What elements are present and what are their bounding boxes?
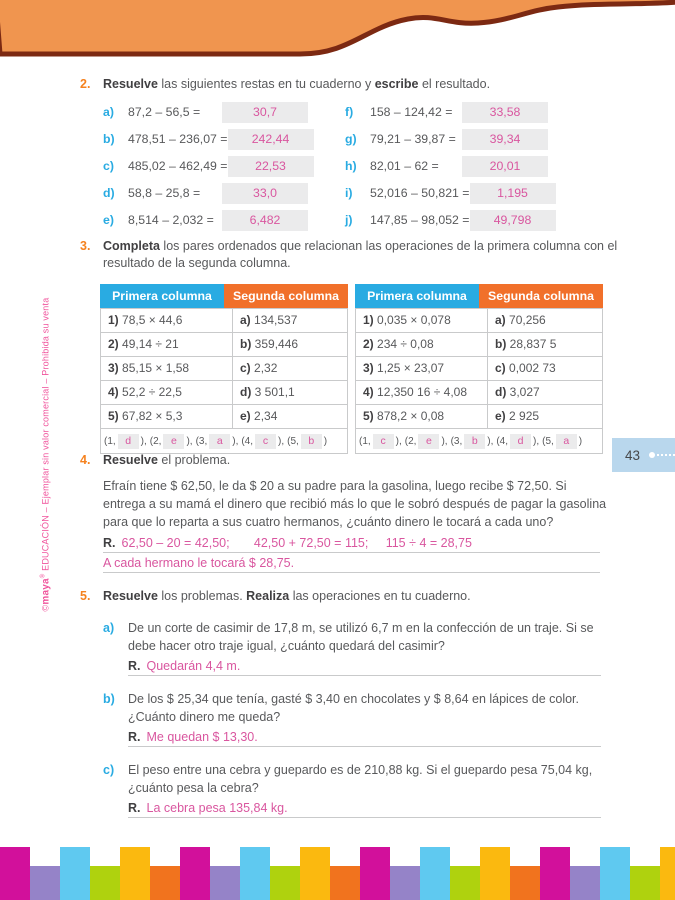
row-number: 1) xyxy=(363,313,374,327)
operation-cell xyxy=(356,309,488,332)
item-expression: 8,514 – 2,032 = xyxy=(128,213,214,227)
matching-tables xyxy=(100,284,631,454)
row-number: 4) xyxy=(363,385,374,399)
handwritten-answer: 6,482 xyxy=(249,213,281,227)
answer-line xyxy=(128,658,601,676)
header-primera-columna: Primera columna xyxy=(355,284,479,308)
ordered-pair xyxy=(496,433,542,450)
answer-label: R. xyxy=(128,659,141,673)
answer-line xyxy=(128,729,601,747)
pair-answer-box xyxy=(418,434,439,449)
subtraction-item xyxy=(345,156,548,177)
pair-prefix: (1, xyxy=(104,435,116,447)
exercise-2 xyxy=(80,76,571,237)
result-value: 359,446 xyxy=(254,337,299,351)
handwritten-answer: Quedarán 4,4 m. xyxy=(146,659,241,673)
row-number: 1) xyxy=(108,313,119,327)
pair-answer-box xyxy=(163,434,184,449)
footer-color-bar xyxy=(510,866,540,900)
result-value: 2,32 xyxy=(254,361,278,375)
item-expression: 147,85 – 98,052 = xyxy=(370,213,470,227)
operation: 85,15 × 1,58 xyxy=(122,361,190,375)
handwritten-answer: 33,0 xyxy=(253,186,277,200)
table-row xyxy=(101,333,347,357)
footer-color-bar xyxy=(120,847,150,900)
dotted-line-decoration xyxy=(657,454,675,456)
result-letter: c) xyxy=(240,361,251,375)
result-value: 2,34 xyxy=(254,409,278,423)
top-wave-decoration xyxy=(0,0,675,62)
handwritten-answer: 49,798 xyxy=(493,213,532,227)
table-row xyxy=(101,381,347,405)
ordered-pair xyxy=(196,433,242,450)
item-expression: 58,8 – 25,8 = xyxy=(128,186,201,200)
exercise-title: Completa los pares ordenados que relacionan las operaciones de la primera columna con el resultado de la segunda columna. xyxy=(103,239,618,270)
handwritten-letter: e xyxy=(426,434,432,447)
row-number: 3) xyxy=(108,361,119,375)
subtraction-item xyxy=(345,210,548,231)
result-letter: b) xyxy=(495,337,507,351)
operation: 49,14 ÷ 21 xyxy=(122,337,179,351)
right-column xyxy=(345,102,548,237)
subtraction-item xyxy=(345,183,548,204)
pair-prefix: (2, xyxy=(404,435,417,447)
footer-color-bar xyxy=(240,847,270,900)
handwritten-letter: c xyxy=(380,434,386,447)
operation-cell xyxy=(101,381,233,404)
item-expression: 87,2 – 56,5 = xyxy=(128,105,201,119)
table-row xyxy=(356,357,602,381)
pair-answer-box xyxy=(255,434,276,449)
pair-suffix: ), xyxy=(140,435,147,447)
subtraction-item xyxy=(103,156,308,177)
table-body xyxy=(355,308,603,454)
item-letter: i) xyxy=(345,186,353,200)
result-value: 3 501,1 xyxy=(254,385,295,399)
item-letter: a) xyxy=(103,621,115,635)
row-number: 2) xyxy=(108,337,119,351)
item-letter: g) xyxy=(345,132,357,146)
problem-text: De los $ 25,34 que tenía, gasté $ 3,40 en chocolates y $ 8,64 en lápices de color. ¿Cuánto dinero me queda? xyxy=(128,692,580,724)
footer-color-bars xyxy=(0,847,675,900)
result-letter: e) xyxy=(240,409,251,423)
pair-answer-box xyxy=(464,434,485,449)
ordered-pair xyxy=(241,433,287,450)
footer-color-bar xyxy=(630,866,660,900)
exercise-number: 4. xyxy=(80,453,91,467)
footer-color-bar xyxy=(390,866,420,900)
row-number: 3) xyxy=(363,361,374,375)
result-value: 3,027 xyxy=(509,385,540,399)
result-letter: e) xyxy=(495,409,506,423)
exercise-title: Resuelve las siguientes restas en tu cuaderno y escribe el resultado. xyxy=(103,77,491,91)
header-primera-columna: Primera columna xyxy=(100,284,224,308)
handwritten-answer: Me quedan $ 13,30. xyxy=(146,730,258,744)
pair-suffix: ) xyxy=(323,435,328,447)
pair-suffix: ), xyxy=(278,435,285,447)
footer-color-bar xyxy=(60,847,90,900)
table-row xyxy=(356,405,602,429)
pair-prefix: (4, xyxy=(496,435,509,447)
table-row xyxy=(356,381,602,405)
result-cell xyxy=(233,357,347,380)
exercise-3 xyxy=(80,238,631,454)
result-cell xyxy=(488,309,602,332)
ordered-pair xyxy=(542,433,585,450)
publisher-imprint xyxy=(41,285,52,625)
problem-text: Efraín tiene $ 62,50, le da $ 20 a su padre para la gasolina, luego recibe $ 72,50. Si entrega a su mamá el dinero que recibió más lo que le sobró después de pagar la gasolina para que lo reparta a sus cuatro hermanos, ¿cuánto dinero le tocará a cada uno? xyxy=(103,479,607,529)
handwritten-letter: b xyxy=(308,434,315,447)
pair-prefix: (1, xyxy=(359,435,371,447)
pair-suffix: ), xyxy=(487,435,494,447)
answer-box xyxy=(462,129,548,150)
result-cell xyxy=(488,405,602,428)
answer-box xyxy=(462,156,548,177)
ordered-pair xyxy=(104,433,150,450)
operation-cell xyxy=(101,333,233,356)
table-row xyxy=(356,309,602,333)
result-cell xyxy=(233,381,347,404)
exercise-5 xyxy=(80,588,631,818)
page-dot-icon xyxy=(649,452,655,458)
imprint-text: EDUCACIÓN – Ejemplar sin valor comercial – Prohibida su venta xyxy=(40,297,51,574)
exercise-number: 2. xyxy=(80,77,91,91)
footer-color-bar xyxy=(150,866,180,900)
handwritten-answer: 39,34 xyxy=(489,132,521,146)
answer-box xyxy=(462,102,548,123)
exercise-title: Resuelve los problemas. Realiza las operaciones en tu cuaderno. xyxy=(103,589,471,603)
result-value: 2 925 xyxy=(509,409,540,423)
pair-answer-box xyxy=(510,434,531,449)
operation-cell xyxy=(101,405,233,428)
result-cell xyxy=(488,381,602,404)
footer-color-bar xyxy=(180,847,210,900)
operation: 234 ÷ 0,08 xyxy=(377,337,434,351)
subtraction-items xyxy=(103,102,571,237)
footer-color-bar xyxy=(540,847,570,900)
problem-text: De un corte de casimir de 17,8 m, se utilizó 6,7 m en la confección de un traje. Si se debe hacer otro traje igual, ¿cuánto quedará del casimir? xyxy=(128,621,594,653)
footer-color-bar xyxy=(480,847,510,900)
result-cell xyxy=(233,309,347,332)
footer-color-bar xyxy=(210,866,240,900)
table-body xyxy=(100,308,348,454)
footer-color-bar xyxy=(420,847,450,900)
item-letter: e) xyxy=(103,213,114,227)
item-expression: 82,01 – 62 = xyxy=(370,159,439,173)
problem-item xyxy=(103,761,631,818)
ordered-pairs-row xyxy=(101,429,347,453)
copyright-symbol: © xyxy=(40,604,51,612)
footer-color-bar xyxy=(30,866,60,900)
table-row xyxy=(101,357,347,381)
answer-box xyxy=(470,210,556,231)
operation-cell xyxy=(356,333,488,356)
operation: 12,350 16 ÷ 4,08 xyxy=(377,385,468,399)
footer-color-bar xyxy=(0,847,30,900)
problem-content xyxy=(128,619,601,676)
item-expression: 485,02 – 462,49 = xyxy=(128,159,228,173)
item-letter: b) xyxy=(103,692,115,706)
result-letter: b) xyxy=(240,337,252,351)
row-number: 5) xyxy=(363,409,374,423)
exercise-number: 5. xyxy=(80,589,91,603)
item-letter: c) xyxy=(103,159,114,173)
table-rows xyxy=(101,309,347,429)
subtraction-item xyxy=(103,129,308,150)
pair-suffix: ) xyxy=(578,435,583,447)
operation-cell xyxy=(356,357,488,380)
handwritten-letter: c xyxy=(262,434,269,447)
row-number: 5) xyxy=(108,409,119,423)
item-letter: h) xyxy=(345,159,357,173)
answer-work-line xyxy=(103,535,600,553)
matching-table-1 xyxy=(100,284,348,454)
pair-suffix: ), xyxy=(441,435,448,447)
handwritten-letter: a xyxy=(563,434,570,447)
operation-cell xyxy=(101,357,233,380)
handwritten-answer: 242,44 xyxy=(251,132,290,146)
item-expression: 158 – 124,42 = xyxy=(370,105,453,119)
pair-prefix: (3, xyxy=(450,435,463,447)
operation-cell xyxy=(356,405,488,428)
left-column xyxy=(103,102,308,237)
handwritten-letter: b xyxy=(471,434,478,447)
problem-text: El peso entre una cebra y guepardo es de 210,88 kg. Si el guepardo pesa 75,04 kg, ¿cuánto pesa la cebra? xyxy=(128,763,593,795)
footer-color-bar xyxy=(600,847,630,900)
footer-color-bar xyxy=(330,866,360,900)
answer-box xyxy=(222,210,308,231)
exercise-number: 3. xyxy=(80,239,91,253)
pair-prefix: (3, xyxy=(195,435,208,447)
handwritten-work: 62,50 – 20 = 42,50; 42,50 + 72,50 = 115; 115 ÷ 4 = 28,75 xyxy=(121,536,472,550)
answer-conclusion-line xyxy=(103,553,600,573)
table-row xyxy=(101,405,347,429)
item-expression: 478,51 – 236,07 = xyxy=(128,132,228,146)
pair-suffix: ), xyxy=(533,435,540,447)
word-problems xyxy=(103,619,631,818)
row-number: 4) xyxy=(108,385,119,399)
operation: 878,2 × 0,08 xyxy=(377,409,445,423)
answer-line xyxy=(128,800,601,818)
ordered-pair xyxy=(150,433,196,450)
handwritten-letter: d xyxy=(517,434,524,447)
item-letter: f) xyxy=(345,105,354,119)
ordered-pairs-row xyxy=(356,429,602,453)
answer-label: R. xyxy=(128,730,141,744)
result-cell xyxy=(233,333,347,356)
subtraction-item xyxy=(103,102,308,123)
pair-suffix: ), xyxy=(232,435,239,447)
pair-prefix: (5, xyxy=(287,435,299,447)
ordered-pair xyxy=(405,433,451,450)
footer-color-bar xyxy=(360,847,390,900)
handwritten-answer: 30,7 xyxy=(253,105,277,119)
operation: 78,5 × 44,6 xyxy=(122,313,183,327)
table-header xyxy=(355,284,603,308)
handwritten-answer: 1,195 xyxy=(497,186,528,200)
pair-answer-box xyxy=(209,434,230,449)
row-number: 2) xyxy=(363,337,374,351)
result-letter: c) xyxy=(495,361,506,375)
pair-suffix: ), xyxy=(395,435,402,447)
ordered-pair xyxy=(451,433,497,450)
header-segunda-columna: Segunda columna xyxy=(479,284,603,308)
result-letter: a) xyxy=(495,313,506,327)
handwritten-answer: La cebra pesa 135,84 kg. xyxy=(146,801,288,815)
problem-item xyxy=(103,619,631,676)
handwritten-letter: e xyxy=(171,434,177,447)
answer-box xyxy=(222,183,308,204)
subtraction-item xyxy=(103,183,308,204)
exercise-4 xyxy=(80,452,631,573)
subtraction-item xyxy=(345,129,548,150)
table-header xyxy=(100,284,348,308)
pair-answer-box xyxy=(556,434,577,449)
pair-answer-box xyxy=(301,434,322,449)
footer-color-bar xyxy=(300,847,330,900)
page-number: 43 xyxy=(625,447,641,463)
footer-color-bar xyxy=(660,847,675,900)
operation-cell xyxy=(101,309,233,332)
item-letter: j) xyxy=(345,213,353,227)
footer-color-bar xyxy=(450,866,480,900)
footer-color-bar xyxy=(90,866,120,900)
answer-label: R. xyxy=(128,801,141,815)
operation-cell xyxy=(356,381,488,404)
operation: 0,035 × 0,078 xyxy=(377,313,451,327)
item-letter: c) xyxy=(103,763,115,777)
table-row xyxy=(101,309,347,333)
pair-answer-box xyxy=(118,434,139,449)
pair-prefix: (5, xyxy=(542,435,554,447)
table-row xyxy=(356,333,602,357)
item-letter: b) xyxy=(103,132,115,146)
handwritten-conclusion: A cada hermano le tocará $ 28,75. xyxy=(103,556,295,570)
answer-box xyxy=(222,102,308,123)
handwritten-answer: 33,58 xyxy=(489,105,521,119)
item-expression: 79,21 – 39,87 = xyxy=(370,132,456,146)
footer-color-bar xyxy=(570,866,600,900)
exercise-title: Resuelve el problema. xyxy=(103,453,231,467)
answer-box xyxy=(228,156,314,177)
pair-suffix: ), xyxy=(186,435,193,447)
result-value: 0,002 73 xyxy=(509,361,556,375)
result-cell xyxy=(488,357,602,380)
handwritten-letter: d xyxy=(125,434,132,447)
subtraction-item xyxy=(345,102,548,123)
result-cell xyxy=(488,333,602,356)
result-letter: d) xyxy=(240,385,252,399)
handwritten-answer: 20,01 xyxy=(489,159,521,173)
result-letter: a) xyxy=(240,313,251,327)
operation: 67,82 × 5,3 xyxy=(122,409,183,423)
footer-color-bar xyxy=(270,866,300,900)
result-value: 70,256 xyxy=(509,313,546,327)
pair-answer-box xyxy=(373,434,394,449)
brand-logo-text: maya xyxy=(40,578,52,605)
answer-label: R. xyxy=(103,536,116,550)
matching-table-2 xyxy=(355,284,603,454)
result-value: 28,837 5 xyxy=(509,337,557,351)
item-letter: d) xyxy=(103,186,115,200)
problem-content xyxy=(128,690,601,747)
answer-box xyxy=(470,183,556,204)
item-expression: 52,016 – 50,821 = xyxy=(370,186,470,200)
answer-box xyxy=(228,129,314,150)
result-letter: d) xyxy=(495,385,507,399)
header-segunda-columna: Segunda columna xyxy=(224,284,348,308)
table-rows xyxy=(356,309,602,429)
problem-item xyxy=(103,690,631,747)
item-letter: a) xyxy=(103,105,114,119)
pair-prefix: (4, xyxy=(241,435,254,447)
ordered-pair xyxy=(287,433,330,450)
ordered-pair xyxy=(359,433,405,450)
handwritten-letter: a xyxy=(216,434,223,447)
result-value: 134,537 xyxy=(254,313,298,327)
operation: 1,25 × 23,07 xyxy=(377,361,445,375)
result-cell xyxy=(233,405,347,428)
registered-symbol: ® xyxy=(40,573,47,579)
pair-prefix: (2, xyxy=(149,435,162,447)
operation: 52,2 ÷ 22,5 xyxy=(122,385,182,399)
subtraction-item xyxy=(103,210,308,231)
handwritten-answer: 22,53 xyxy=(255,159,286,173)
problem-content xyxy=(128,761,601,818)
